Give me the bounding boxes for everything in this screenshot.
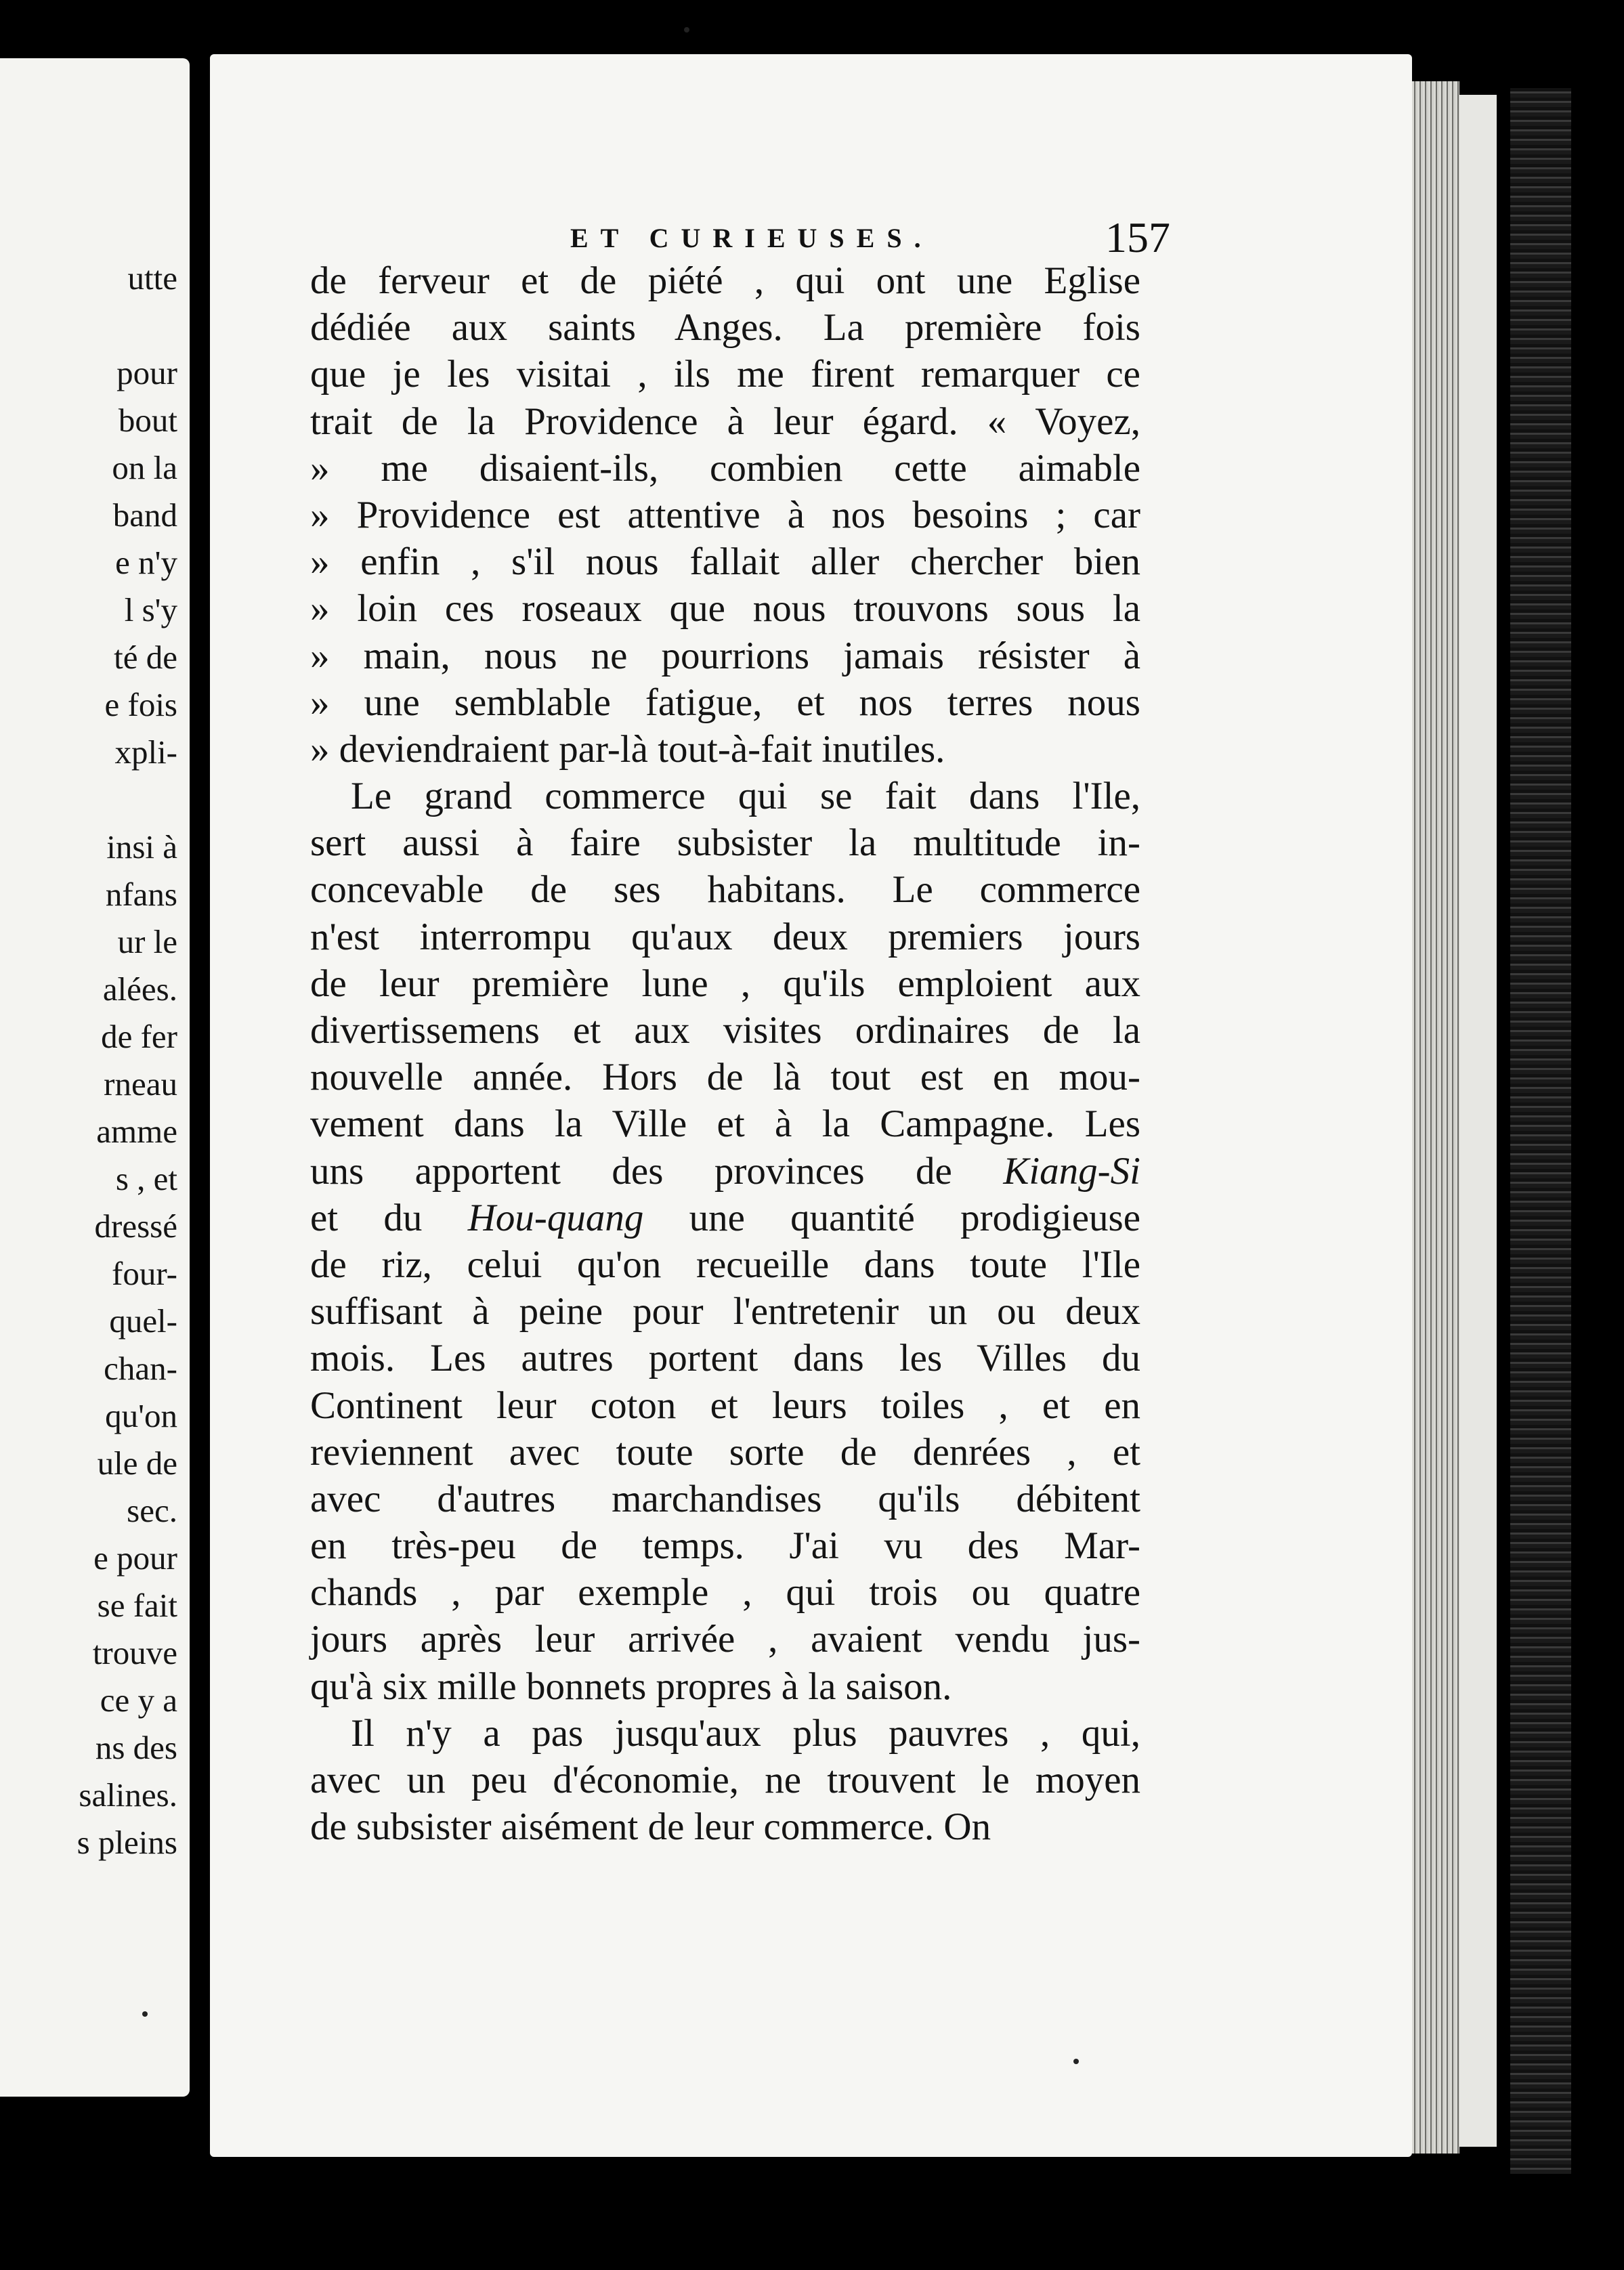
book-page [210,54,1412,2157]
previous-page-line: amme [96,1113,177,1150]
previous-page-line: s , et [115,1160,177,1197]
text-line: Le grand commerce qui se fait dans l'Ile, [351,775,1140,818]
previous-page-line: qu'on [105,1397,177,1434]
ink-speck [684,27,689,33]
previous-page-line: rneau [104,1065,177,1102]
text-line: concevable de ses habitans. Le commerce [310,868,1140,912]
text-line: chands , par exemple , qui trois ou quatre [310,1571,1140,1614]
previous-page-line: té de [114,639,177,676]
previous-page-line [77,776,177,823]
text-line: qu'à six mille bonnets propres à la saison. [310,1665,952,1708]
text-line: n'est interrompu qu'aux deux premiers jours [310,915,1140,958]
text-line: » une semblable fatigue, et nos terres nous [310,681,1140,724]
cover-edge [1459,95,1497,2147]
text-line [310,1148,1140,1195]
previous-page-line: alées. [102,970,177,1008]
previous-page-line [77,302,177,349]
text-line: » loin ces roseaux que nous trouvons sous la [310,587,1140,630]
ink-speck [1073,2059,1079,2064]
text-line: mois. Les autres portent dans les Villes du [310,1337,1140,1380]
previous-page-line: on la [112,449,177,486]
previous-page-line: e n'y [115,544,177,581]
text-line: jours après leur arrivée , avaient vendu jus- [310,1618,1140,1661]
text-line: suffisant à peine pour l'entretenir un ou deux [310,1290,1140,1333]
previous-page-line: e pour [93,1539,177,1577]
previous-page-line: de fer [101,1018,177,1055]
text-line: » main, nous ne pourrions jamais résister à [310,634,1140,677]
previous-page-line: salines. [79,1776,177,1814]
previous-page-line: dressé [94,1207,177,1245]
text-line: que je les visitai , ils me firent remarquer ce [310,353,1140,396]
text-line: » deviendraient par-là tout-à-fait inutiles. [310,727,945,771]
text-line: de subsister aisément de leur commerce. On [310,1805,991,1849]
previous-page-line: sec. [127,1492,177,1529]
previous-page-line: l s'y [124,591,177,628]
text-line: dédiée aux saints Anges. La première fois [310,306,1140,349]
previous-page-line: e fois [104,686,177,723]
previous-page-line: nfans [105,876,177,913]
text-line: nouvelle année. Hors de là tout est en mou- [310,1056,1140,1099]
text-line: Continent leur coton et leurs toiles , et en [310,1384,1140,1427]
previous-page-text [77,255,177,1866]
text-segment: une quantité prodigieuse [643,1196,1141,1239]
text-line: divertissemens et aux visites ordinaires de la [310,1009,1140,1052]
previous-page-line: band [112,496,177,534]
previous-page-line: insi à [106,828,177,865]
previous-page-line: se fait [97,1587,177,1624]
previous-page-line: s pleins [77,1824,177,1861]
previous-page-line: bout [118,402,177,439]
ink-speck [142,2011,148,2017]
text-line: de leur première lune , qu'ils emploient aux [310,962,1140,1005]
text-line [310,1195,1140,1241]
previous-page [0,58,190,2097]
previous-page-line: pour [116,354,177,391]
page-body-text [310,257,1140,1850]
previous-page-line: ule de [97,1444,177,1482]
previous-page-line: four- [112,1255,177,1292]
running-title: ET CURIEUSES. [570,223,933,253]
previous-page-line: ce y a [100,1682,177,1719]
text-line: trait de la Providence à leur égard. « Voyez, [310,400,1140,443]
book-binding-edge [1510,88,1571,2174]
text-line: » me disaient-ils, combien cette aimable [310,446,1140,490]
text-line: de ferveur et de piété , qui ont une Eglise [310,259,1140,302]
text-line: de riz, celui qu'on recueille dans toute l'Ile [310,1243,1140,1286]
previous-page-line: trouve [92,1634,177,1671]
text-line: » Providence est attentive à nos besoins ; car [310,493,1140,536]
italic-place-name: Hou-quang [467,1196,644,1239]
text-line: sert aussi à faire subsister la multitude in- [310,821,1140,865]
text-segment: uns apportent des provinces de [310,1149,1004,1193]
text-segment: et du [310,1196,468,1239]
previous-page-line: ur le [117,923,177,960]
text-line: avec un peu d'économie, ne trouvent le moyen [310,1759,1140,1801]
text-line: reviennent avec toute sorte de denrées , et [310,1430,1140,1474]
page-fore-edge [1412,81,1459,2154]
text-line: vement dans la Ville et à la Campagne. Les [310,1102,1140,1146]
previous-page-line: quel- [109,1302,177,1340]
text-line: en très-peu de temps. J'ai vu des Mar- [310,1524,1140,1568]
previous-page-line: chan- [104,1350,177,1387]
text-line: avec d'autres marchandises qu'ils débitent [310,1477,1140,1520]
previous-page-line: xpli- [114,733,177,771]
page-number: 157 [1105,213,1170,261]
text-line: Il n'y a pas jusqu'aux plus pauvres , qui, [351,1711,1140,1755]
italic-place-name: Kiang-Si [1003,1149,1140,1193]
text-line: » enfin , s'il nous fallait aller chercher bien [310,540,1140,584]
previous-page-line: ns des [95,1729,177,1766]
previous-page-line: utte [127,259,177,297]
